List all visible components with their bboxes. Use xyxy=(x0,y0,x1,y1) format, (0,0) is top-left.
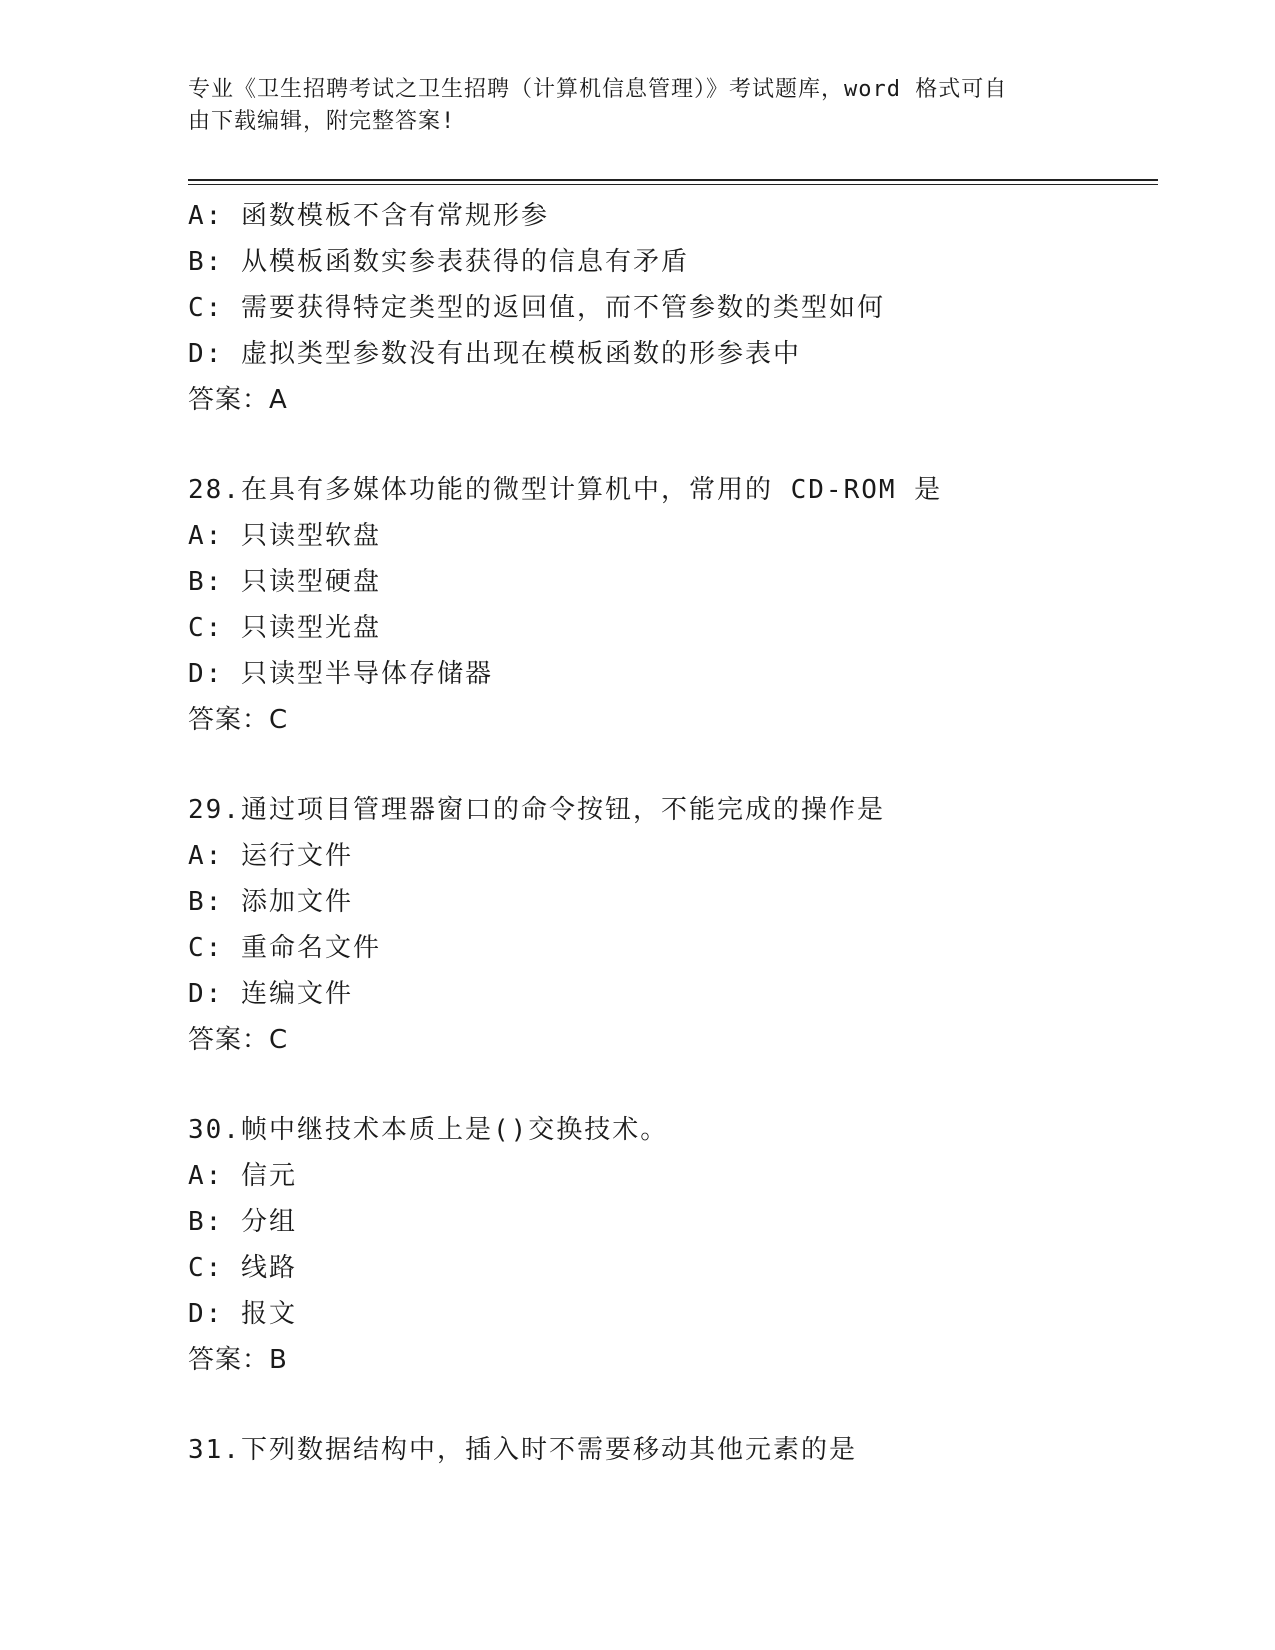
spacer xyxy=(188,423,1158,467)
question-list xyxy=(188,193,1158,1473)
question-block-29 xyxy=(188,787,1158,1063)
spacer xyxy=(188,1383,1158,1427)
header-divider-thin xyxy=(188,184,1158,185)
option-d: D: 报文 xyxy=(188,1299,297,1329)
option-b: B: 添加文件 xyxy=(188,887,353,917)
spacer xyxy=(188,1063,1158,1107)
question-block-31 xyxy=(188,1427,1158,1473)
option-d: D: 只读型半导体存储器 xyxy=(188,659,493,689)
question-block-28 xyxy=(188,467,1158,743)
option-b: B: 只读型硬盘 xyxy=(188,567,381,597)
option-c: C: 需要获得特定类型的返回值，而不管参数的类型如何 xyxy=(188,293,885,323)
header-divider-thick xyxy=(188,179,1158,181)
header-line-1: 专业《卫生招聘考试之卫生招聘（计算机信息管理）》考试题库，word 格式可自 xyxy=(188,77,1008,102)
option-d: D: 连编文件 xyxy=(188,979,353,1009)
answer: 答案：C xyxy=(188,1025,289,1055)
answer: 答案：A xyxy=(188,385,288,415)
document-header xyxy=(188,74,1068,138)
question-stem: 31.下列数据结构中，插入时不需要移动其他元素的是 xyxy=(188,1435,857,1465)
option-c: C: 重命名文件 xyxy=(188,933,381,963)
answer: 答案：C xyxy=(188,705,289,735)
header-line-2: 由下载编辑，附完整答案! xyxy=(188,109,456,134)
option-b: B: 分组 xyxy=(188,1207,297,1237)
option-a: A: 信元 xyxy=(188,1161,297,1191)
question-stem: 28.在具有多媒体功能的微型计算机中，常用的 CD-ROM 是 xyxy=(188,475,943,505)
question-stem: 30.帧中继技术本质上是()交换技术。 xyxy=(188,1115,669,1145)
option-a: A: 函数模板不含有常规形参 xyxy=(188,201,549,231)
question-stem: 29.通过项目管理器窗口的命令按钮，不能完成的操作是 xyxy=(188,795,885,825)
spacer xyxy=(188,743,1158,787)
option-b: B: 从模板函数实参表获得的信息有矛盾 xyxy=(188,247,689,277)
option-d: D: 虚拟类型参数没有出现在模板函数的形参表中 xyxy=(188,339,801,369)
option-c: C: 线路 xyxy=(188,1253,297,1283)
question-block-30 xyxy=(188,1107,1158,1383)
option-c: C: 只读型光盘 xyxy=(188,613,381,643)
question-block-27-continued xyxy=(188,193,1158,423)
option-a: A: 运行文件 xyxy=(188,841,353,871)
answer: 答案：B xyxy=(188,1345,288,1375)
option-a: A: 只读型软盘 xyxy=(188,521,381,551)
